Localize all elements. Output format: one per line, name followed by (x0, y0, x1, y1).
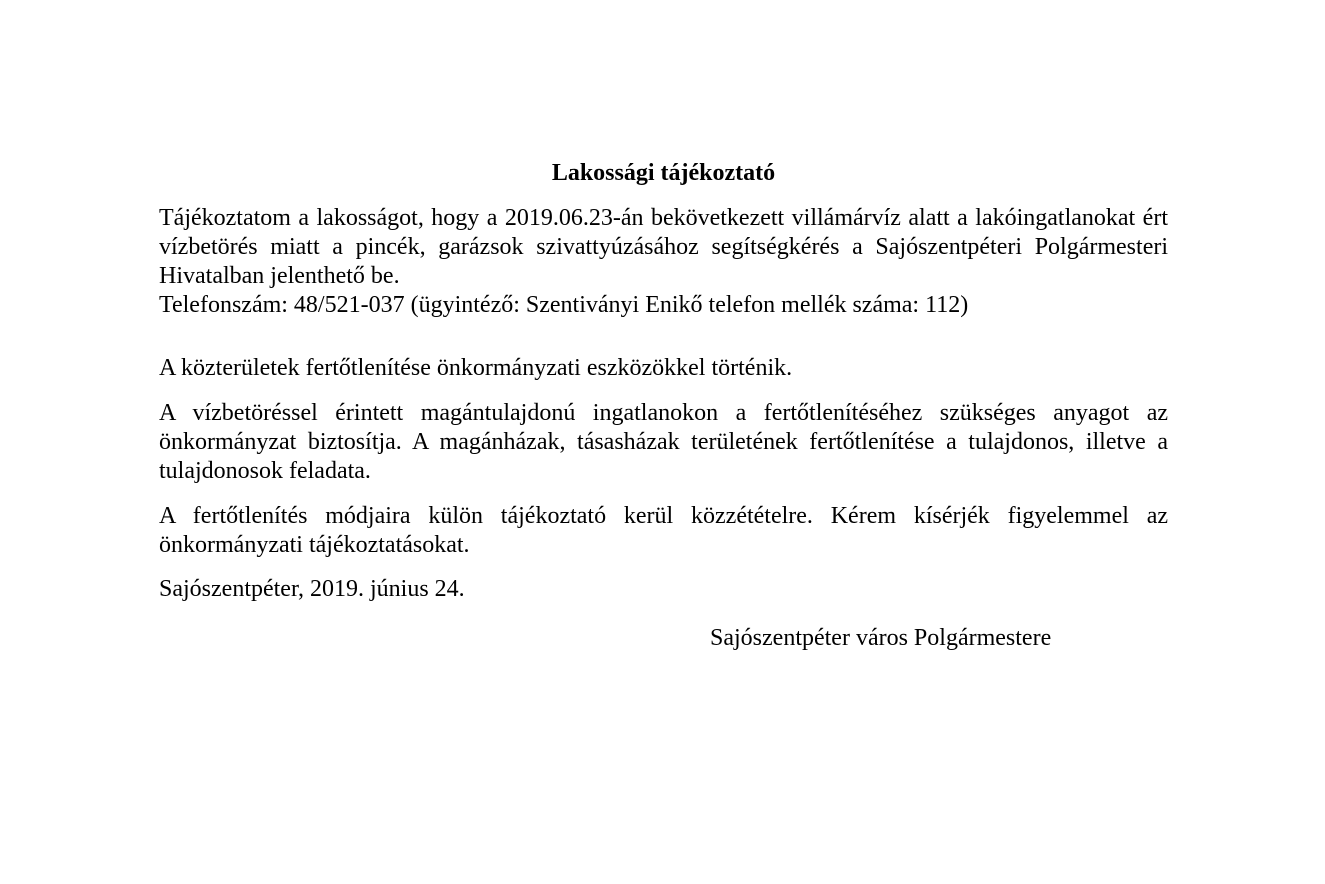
document-title: Lakossági tájékoztató (551, 160, 776, 186)
signature: Sajószentpéter város Polgármestere (710, 625, 1052, 651)
private-property-paragraph: A vízbetöréssel érintett magántulajdonú ingatlanokon a fertőtlenítéséhez szükséges anyagot az önkormányzat biztosítja. A magánházak, tásasházak területének fertőtlenítése a tulajdonos, illetve a tulajdonosok feladata. (159, 400, 1168, 484)
phone-line: Telefonszám: 48/521-037 (ügyintéző: Szentiványi Enikő telefon mellék száma: 112) (159, 292, 969, 318)
public-disinfection-paragraph: A közterületek fertőtlenítése önkormányzati eszközökkel történik. (159, 355, 793, 381)
date-line: Sajószentpéter, 2019. június 24. (159, 576, 465, 602)
intro-paragraph: Tájékoztatom a lakosságot, hogy a 2019.06.23-án bekövetkezett villámárvíz alatt a lakóingatlanokat ért vízbetörés miatt a pincék, garázsok szivattyúzásához segítségkérés a Sajószentpéteri Polgármesteri Hivatalban jelenthető be. (159, 205, 1168, 289)
document-body (159, 158, 1168, 653)
disinfection-methods-paragraph: A fertőtlenítés módjaira külön tájékoztató kerül közzétételre. Kérem kísérjék figyelemmel az önkormányzati tájékoztatásokat. (159, 503, 1168, 558)
